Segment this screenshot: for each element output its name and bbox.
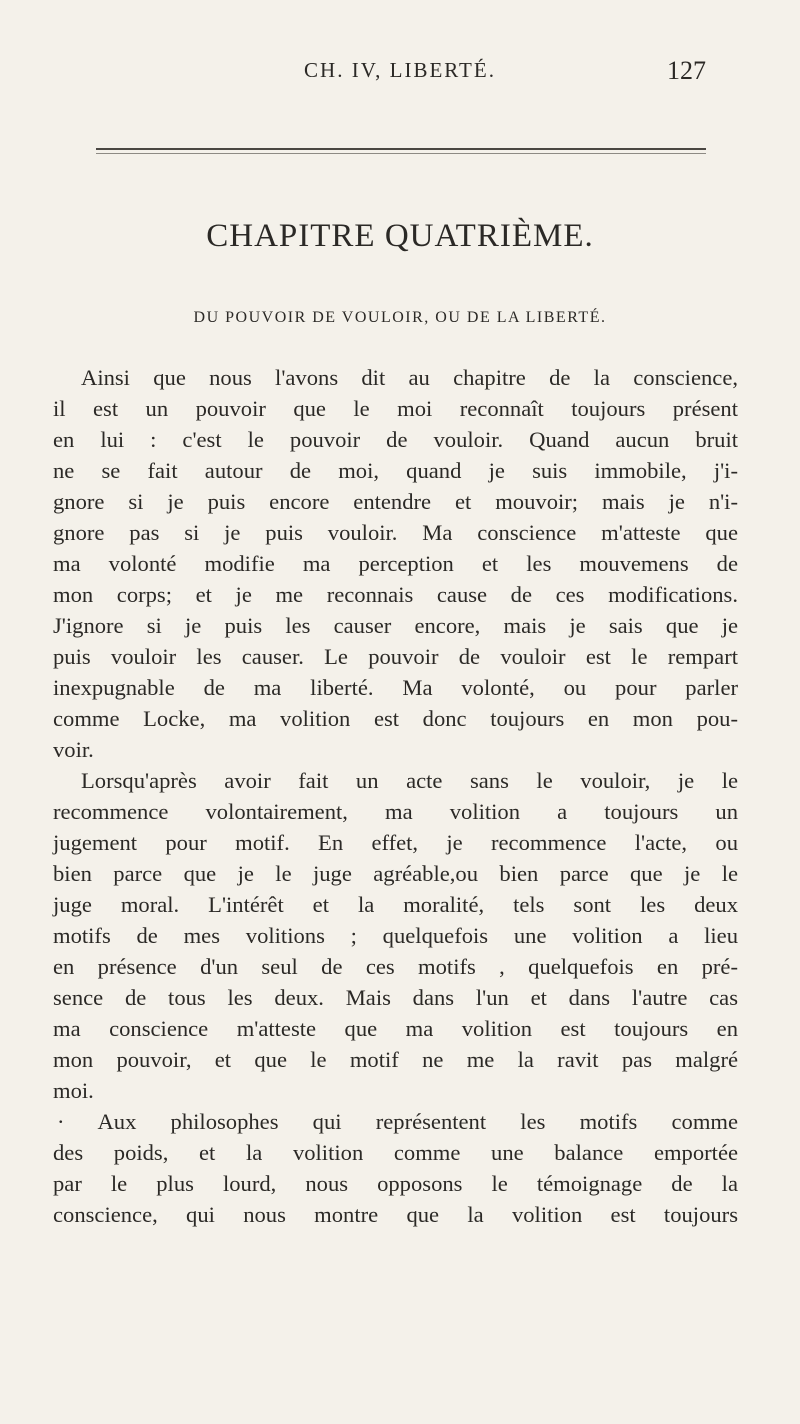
text-line: jugement pour motif. En effet, je recommence l'acte, ou — [53, 830, 738, 855]
text-line: ma conscience m'atteste que ma volition est toujours en — [53, 1016, 738, 1041]
text-line: recommence volontairement, ma volition a toujours un — [53, 799, 738, 824]
text-line: puis vouloir les causer. Le pouvoir de vouloir est le rempart — [53, 644, 738, 669]
text-line: comme Locke, ma volition est donc toujours en mon pou- — [53, 706, 738, 731]
running-title: CH. IV, LIBERTÉ. — [304, 58, 496, 82]
text-line: mon corps; et je me reconnais cause de ces modifications. — [53, 582, 738, 607]
text-line: juge moral. L'intérêt et la moralité, tels sont les deux — [53, 892, 738, 917]
text-line: J'ignore si je puis les causer encore, mais je sais que je — [53, 613, 738, 638]
text-line: voir. — [53, 737, 94, 762]
running-head — [0, 58, 800, 88]
chapter-title: CHAPITRE QUATRIÈME. — [206, 218, 594, 254]
text-line: conscience, qui nous montre que la volition est toujours — [53, 1202, 738, 1227]
header-rule-thin — [96, 153, 706, 154]
text-line: des poids, et la volition comme une balance emportée — [53, 1140, 738, 1165]
page-number: 127 — [667, 56, 706, 85]
body-text — [53, 362, 738, 1230]
text-line: Ainsi que nous l'avons dit au chapitre de la conscience, — [81, 365, 738, 390]
text-line: gnore si je puis encore entendre et mouvoir; mais je n'i- — [53, 489, 738, 514]
text-line: en présence d'un seul de ces motifs , quelquefois en pré- — [53, 954, 738, 979]
text-line: il est un pouvoir que le moi reconnaît toujours présent — [53, 396, 738, 421]
text-line: · Aux philosophes qui représentent les motifs comme — [57, 1109, 738, 1134]
text-line: ne se fait autour de moi, quand je suis immobile, j'i- — [53, 458, 738, 483]
text-line: moi. — [53, 1078, 94, 1103]
chapter-subtitle: DU POUVOIR DE VOULOIR, OU DE LA LIBERTÉ. — [193, 309, 607, 326]
header-rule — [96, 148, 706, 150]
text-line: en lui : c'est le pouvoir de vouloir. Quand aucun bruit — [53, 427, 738, 452]
text-line: bien parce que je le juge agréable,ou bien parce que je le — [53, 861, 738, 886]
text-line: motifs de mes volitions ; quelquefois une volition a lieu — [53, 923, 738, 948]
text-line: sence de tous les deux. Mais dans l'un et dans l'autre cas — [53, 985, 738, 1010]
text-line: Lorsqu'après avoir fait un acte sans le vouloir, je le — [81, 768, 738, 793]
text-line: gnore pas si je puis vouloir. Ma conscience m'atteste que — [53, 520, 738, 545]
text-line: par le plus lourd, nous opposons le témoignage de la — [53, 1171, 738, 1196]
text-line: inexpugnable de ma liberté. Ma volonté, ou pour parler — [53, 675, 738, 700]
text-line: mon pouvoir, et que le motif ne me la ravit pas malgré — [53, 1047, 738, 1072]
text-line: ma volonté modifie ma perception et les mouvemens de — [53, 551, 738, 576]
